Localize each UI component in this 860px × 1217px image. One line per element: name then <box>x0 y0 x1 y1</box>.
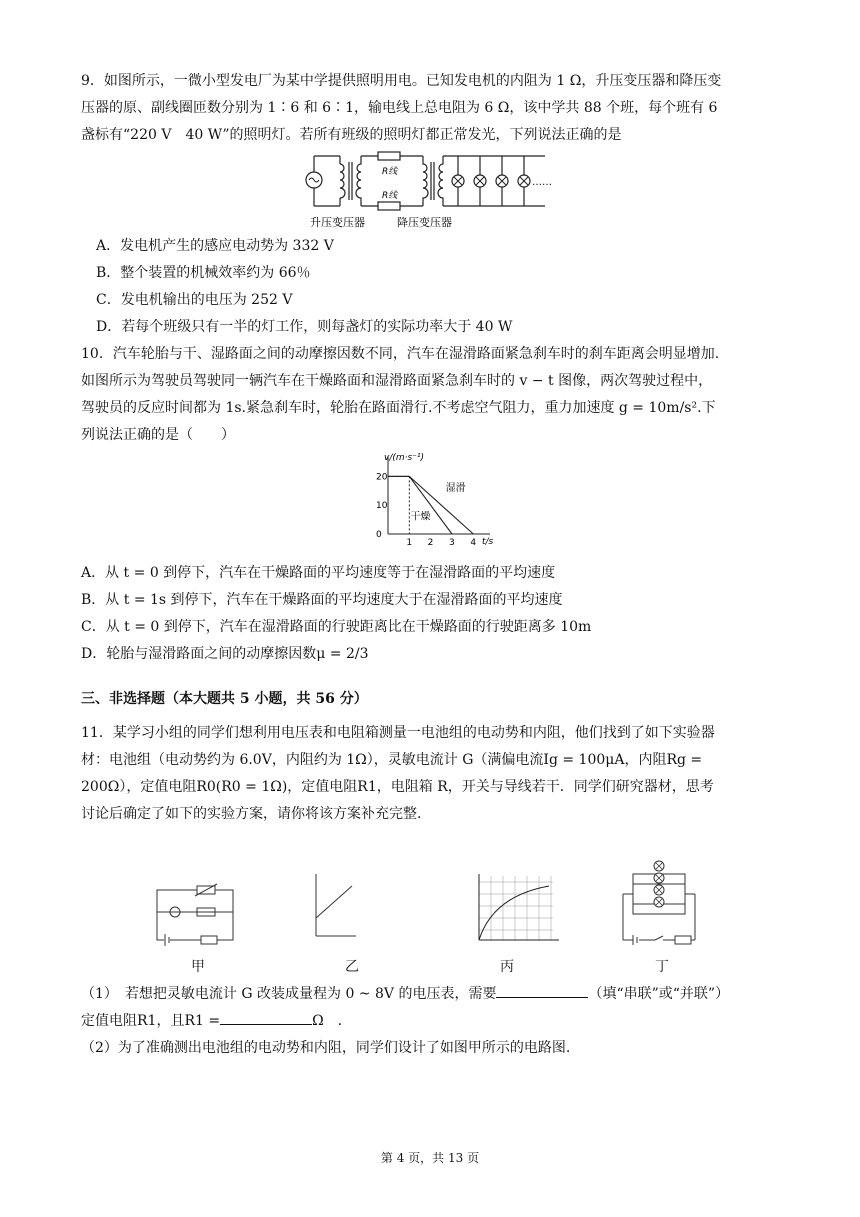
series-label-dry: 干燥 <box>410 511 431 523</box>
transmission-circuit-figure <box>300 148 552 232</box>
step-down-transformer-label: 降压变压器 <box>397 216 452 229</box>
graph-yi-figure <box>308 872 358 944</box>
figure-ding-caption: 丁 <box>655 959 669 975</box>
x-tick-label: 2 <box>427 538 434 548</box>
q9-stem-line2: 压器的原、副线圈匝数分别为 1∶6 和 6∶1，输电线上总电阻为 6 Ω，该中学共 88 个班，每个班有 6 <box>81 100 718 116</box>
graph-bing-figure <box>463 872 563 948</box>
q11-sub1-line2 <box>81 1010 342 1030</box>
y-tick-label: 0 <box>376 530 382 540</box>
q11-stem-line4: 讨论后确定了如下的实验方案，请你将该方案补充完整. <box>81 806 422 822</box>
x-tick-label: 3 <box>449 538 455 548</box>
x-axis-label: t/s <box>482 537 494 547</box>
answer-blank-r1-value[interactable] <box>220 1010 312 1025</box>
y-tick-label: 20 <box>376 472 388 483</box>
q10-option-d: D．轮胎与湿滑路面之间的动摩擦因数μ = 2/3 <box>81 646 369 662</box>
lamp-dots: …… <box>532 177 552 188</box>
page-footer: 第 4 页，共 13 页 <box>380 1151 480 1165</box>
y-tick-label: 10 <box>376 501 388 512</box>
answer-blank-connection[interactable] <box>496 983 588 998</box>
q11-sub2: （2）为了准确测出电池组的电动势和内阻，同学们设计了如图甲所示的电路图. <box>81 1040 571 1056</box>
q10-option-a: A．从 t = 0 到停下，汽车在干燥路面的平均速度等于在湿滑路面的平均速度 <box>81 565 556 581</box>
circuit-ding-figure <box>617 860 705 950</box>
section-heading: 三、非选择题（本大题共 5 小题，共 56 分） <box>81 691 368 707</box>
q11-sub1-text-a: （1） 若想把灵敏电流计 G 改装成量程为 0 ~ 8V 的电压表，需要 <box>81 986 497 1002</box>
circuit-jia-figure <box>153 882 237 948</box>
q10-stem-line3: 驾驶员的反应时间都为 1s.紧急刹车时，轮胎在路面滑行.不考虑空气阻力，重力加速度 g = 10m/s².下 <box>81 400 716 416</box>
q10-option-c: C．从 t = 0 到停下，汽车在湿滑路面的行驶距离比在干燥路面的行驶距离多 10m <box>81 619 592 635</box>
q9-stem-line1: 9．如图所示，一微小型发电厂为某中学提供照明用电。已知发电机的内阻为 1 Ω，升压变压器和降压变 <box>81 73 722 89</box>
q11-stem-line1: 11．某学习小组的同学们想利用电压表和电阻箱测量一电池组的电动势和内阻，他们找到了如下实验器 <box>81 725 715 741</box>
r-line-top-label: R线 <box>382 167 398 177</box>
q9-stem-line3: 盏标有“220 V 40 W”的照明灯。若所有班级的照明灯都正常发光，下列说法正确的是 <box>81 127 622 143</box>
q9-option-c: C．发电机输出的电压为 252 V <box>96 292 293 308</box>
q9-option-b: B．整个装置的机械效率约为 66％ <box>96 265 311 281</box>
q10-stem-line4: 列说法正确的是（ ） <box>81 427 235 443</box>
figure-yi-caption: 乙 <box>345 959 359 975</box>
x-tick-label: 4 <box>470 538 477 548</box>
step-up-transformer-label: 升压变压器 <box>310 216 365 229</box>
r-line-bottom-label: R线 <box>382 191 398 201</box>
q10-stem-line2: 如图所示为驾驶员驾驶同一辆汽车在干燥路面和湿滑路面紧急刹车时的 v − t 图像，两次驾驶过程中， <box>81 373 713 389</box>
q9-option-d: D．若每个班级只有一半的灯工作，则每盏灯的实际功率大于 40 W <box>96 319 513 335</box>
vt-graph <box>362 450 498 550</box>
y-axis-label: v/(m·s⁻¹) <box>384 453 425 463</box>
x-tick-label: 1 <box>406 538 413 548</box>
figure-jia-caption: 甲 <box>191 959 205 975</box>
q11-sub1-text-d: Ω . <box>312 1013 343 1029</box>
q9-option-a: A．发电机产生的感应电动势为 332 V <box>96 238 334 254</box>
q10-option-b: B．从 t = 1s 到停下，汽车在干燥路面的平均速度大于在湿滑路面的平均速度 <box>81 592 563 608</box>
q11-stem-line2: 材：电池组（电动势约为 6.0V，内阻约为 1Ω），灵敏电流计 G（满偏电流Ig = 100μA，内阻Rg = <box>81 752 703 768</box>
q11-sub1-line1 <box>81 983 729 1003</box>
q11-stem-line3: 200Ω），定值电阻R0(R0 = 1Ω)，定值电阻R1，电阻箱 R，开关与导线若干．同学们研究器材，思考 <box>81 779 714 795</box>
q11-sub1-text-b: （填“串联”或“并联”） <box>588 986 730 1002</box>
q11-sub1-text-c: 定值电阻R1，且R1 = <box>81 1013 221 1029</box>
figure-bing-caption: 丙 <box>500 959 514 975</box>
series-label-wet: 湿滑 <box>445 482 466 494</box>
q10-stem-line1: 10．汽车轮胎与干、湿路面之间的动摩擦因数不同，汽车在湿滑路面紧急刹车时的刹车距离会明显增加. <box>81 346 720 362</box>
